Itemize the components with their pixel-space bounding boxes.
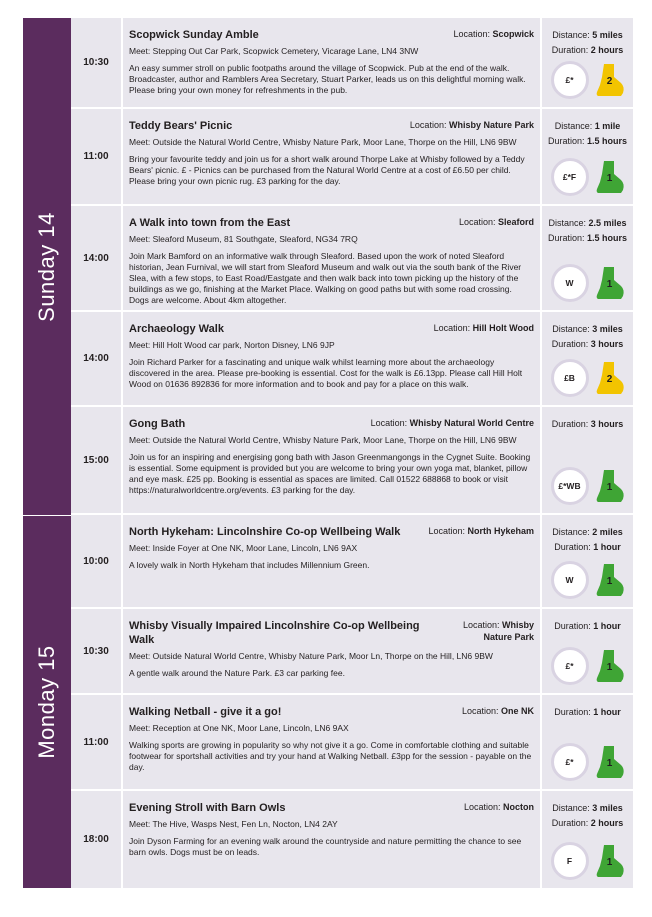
event-distance bbox=[552, 28, 623, 43]
distance-value: 3 miles bbox=[592, 324, 623, 334]
grade-boot-icon bbox=[595, 844, 625, 878]
event-row bbox=[71, 312, 633, 407]
grade-number: 1 bbox=[606, 758, 613, 769]
distance-value: 2 miles bbox=[592, 527, 623, 537]
event-description: Join Dyson Farming for an evening walk around the countryside and nature permitting the chance to see barn owls. Dogs must be on leads. bbox=[129, 836, 522, 857]
grade-boot-icon bbox=[595, 745, 625, 779]
event-badges bbox=[551, 842, 625, 880]
event-badges bbox=[551, 61, 625, 99]
location-value: Scopwick bbox=[492, 29, 534, 39]
event-row bbox=[71, 791, 633, 888]
grade-boot-icon bbox=[595, 469, 625, 503]
event-header bbox=[129, 619, 534, 647]
location-value: North Hykeham bbox=[467, 526, 534, 536]
distance-label: Distance: bbox=[554, 121, 593, 131]
event-description: Join Mark Bamford on an informative walk through Sleaford. Based upon the work of noted Sleaford historian, Jean Furnival, we will start from Sleaford Museum and walk out via the south bank of the River Slea, with a few stops, to East Road/Eastgate and then walk back into town picking up the history of the buildings as we go, finishing at the Market Place. Walking on good paths but with some road crossing. Dogs are welcome. About 4km altogether. bbox=[129, 251, 522, 305]
location-value: Whisby Natural World Centre bbox=[409, 418, 534, 428]
event-details bbox=[123, 609, 542, 693]
event-duration bbox=[552, 816, 624, 831]
event-duration bbox=[554, 705, 621, 720]
event-title: Whisby Visually Impaired Lincolnshire Co-op Wellbeing Walk bbox=[129, 620, 420, 646]
distance-label: Distance: bbox=[552, 30, 590, 40]
event-list bbox=[71, 18, 633, 515]
event-header bbox=[129, 801, 534, 815]
event-info bbox=[542, 18, 633, 107]
duration-label: Duration: bbox=[554, 621, 591, 631]
location-label: Location: bbox=[370, 418, 408, 428]
event-header bbox=[129, 28, 534, 42]
location-label: Location: bbox=[433, 323, 471, 333]
grade-number: 2 bbox=[606, 374, 613, 385]
event-row bbox=[71, 609, 633, 695]
event-badges bbox=[551, 647, 625, 685]
event-row bbox=[71, 515, 633, 609]
duration-label: Duration: bbox=[554, 542, 591, 552]
event-header bbox=[129, 705, 534, 719]
event-list bbox=[71, 515, 633, 888]
event-header bbox=[129, 216, 534, 230]
location-value: Hill Holt Wood bbox=[472, 323, 534, 333]
event-location bbox=[428, 525, 534, 537]
event-title: Teddy Bears' Picnic bbox=[129, 120, 233, 132]
event-badges bbox=[551, 561, 625, 599]
day-tab bbox=[23, 515, 71, 888]
grade-number: 1 bbox=[606, 279, 613, 290]
facility-code-badge: £B bbox=[551, 359, 589, 397]
distance-label: Distance: bbox=[548, 218, 586, 228]
event-duration bbox=[554, 619, 621, 634]
distance-label: Distance: bbox=[552, 527, 590, 537]
event-row bbox=[71, 407, 633, 515]
location-value: Sleaford bbox=[497, 217, 534, 227]
location-value: One NK bbox=[500, 706, 534, 716]
event-description: An easy summer stroll on public footpaths around the village of Scopwick. Pub at the end of the walk. Broadcaster, author and Ramblers Area Secretary, Stuart Parker, leads us on this delightful morning walk. Please bring your own money for refreshments in the pub. bbox=[129, 63, 526, 95]
walks-schedule bbox=[23, 18, 633, 888]
distance-value: 1 mile bbox=[594, 121, 621, 131]
duration-value: 2 hours bbox=[590, 45, 624, 55]
event-duration bbox=[548, 231, 627, 246]
duration-label: Duration: bbox=[547, 233, 585, 243]
event-meeting-point: Meet: Outside the Natural World Centre, Whisby Nature Park, Moor Lane, Thorpe on the Hill, LN6 9BW bbox=[129, 435, 517, 445]
grade-boot-icon bbox=[595, 63, 625, 97]
event-location bbox=[410, 119, 534, 131]
event-title: Walking Netball - give it a go! bbox=[129, 706, 282, 718]
event-description: Join us for an inspiring and energising gong bath with Jason Greenmangongs in the Cygnet Suite. Booking is essential. Some equipment is provided but you are welcome to bring your own yoga mat, blanket, pillow and eye mask. £25 pp. Booking is essential as spaces are limited. Call 01522 688868 to book or visit https://naturalworldcentre.org/events. £3 parking for the day. bbox=[129, 452, 531, 495]
event-duration bbox=[548, 134, 627, 149]
event-time: 11:00 bbox=[71, 695, 123, 789]
event-details bbox=[123, 791, 542, 888]
duration-label: Duration: bbox=[551, 419, 589, 429]
distance-label: Distance: bbox=[552, 803, 590, 813]
event-badges bbox=[551, 264, 625, 302]
event-distance bbox=[548, 216, 626, 231]
location-value: Whisby Nature Park bbox=[483, 620, 534, 642]
event-badges bbox=[551, 467, 625, 505]
day-label: Monday 15 bbox=[34, 645, 59, 759]
event-details bbox=[123, 206, 542, 310]
day-tab bbox=[23, 18, 71, 515]
event-details bbox=[123, 18, 542, 107]
event-meeting-point: Meet: Stepping Out Car Park, Scopwick Cemetery, Vicarage Lane, LN4 3NW bbox=[129, 46, 419, 56]
event-header bbox=[129, 119, 534, 133]
grade-number: 1 bbox=[606, 173, 613, 184]
event-row bbox=[71, 206, 633, 312]
grade-number: 1 bbox=[606, 662, 613, 673]
event-duration bbox=[552, 417, 624, 432]
duration-value: 1.5 hours bbox=[587, 233, 628, 243]
event-meeting-point: Meet: Inside Foyer at One NK, Moor Lane, Lincoln, LN6 9AX bbox=[129, 543, 358, 553]
event-location bbox=[446, 619, 534, 643]
facility-code-badge: £* bbox=[551, 743, 589, 781]
event-duration bbox=[552, 337, 624, 352]
distance-label: Distance: bbox=[552, 324, 590, 334]
event-info bbox=[542, 609, 633, 693]
event-location bbox=[459, 216, 534, 228]
event-meeting-point: Meet: Sleaford Museum, 81 Southgate, Sleaford, NG34 7RQ bbox=[129, 234, 358, 244]
facility-code-badge: £*F bbox=[551, 158, 589, 196]
event-info bbox=[542, 407, 633, 513]
event-info bbox=[542, 109, 633, 204]
event-header bbox=[129, 417, 534, 431]
event-time: 15:00 bbox=[71, 407, 123, 513]
event-title: Archaeology Walk bbox=[129, 323, 224, 335]
location-label: Location: bbox=[458, 217, 496, 227]
distance-value: 5 miles bbox=[592, 30, 623, 40]
duration-value: 1 hour bbox=[593, 621, 621, 631]
grade-boot-icon bbox=[595, 563, 625, 597]
event-badges bbox=[551, 359, 625, 397]
location-label: Location: bbox=[462, 620, 500, 630]
event-info bbox=[542, 791, 633, 888]
event-location bbox=[371, 417, 534, 429]
event-title: Evening Stroll with Barn Owls bbox=[129, 802, 286, 814]
facility-code-badge: F bbox=[551, 842, 589, 880]
event-description: Join Richard Parker for a fascinating and unique walk whilst learning more about the archaeology discovered in the area. Please pre-booking is essential. Cost for the walk is £6.13pp. Please call Hill Holt Wood on 01636 892836 for more information and to book and pay for a place on this walk. bbox=[129, 357, 523, 389]
event-distance bbox=[555, 119, 621, 134]
event-description: Bring your favourite teddy and join us for a short walk around Thorpe Lake at Whisby followed by a Teddy Bears' picnic. £ - Picnics can be purchased from the Natural World Centre at a cost of £6.50 per child. Please bring your own picnic rug. £3 parking for the day. bbox=[129, 154, 525, 186]
event-time: 10:00 bbox=[71, 515, 123, 607]
duration-value: 1 hour bbox=[593, 707, 621, 717]
event-distance bbox=[552, 525, 623, 540]
duration-label: Duration: bbox=[554, 707, 591, 717]
duration-value: 3 hours bbox=[590, 339, 624, 349]
duration-value: 1.5 hours bbox=[587, 136, 628, 146]
duration-value: 2 hours bbox=[590, 818, 624, 828]
duration-label: Duration: bbox=[547, 136, 585, 146]
event-info bbox=[542, 695, 633, 789]
event-row bbox=[71, 18, 633, 109]
event-badges bbox=[551, 158, 625, 196]
event-details bbox=[123, 312, 542, 405]
event-location bbox=[464, 801, 534, 813]
event-time: 11:00 bbox=[71, 109, 123, 204]
event-time: 14:00 bbox=[71, 206, 123, 310]
event-title: A Walk into town from the East bbox=[129, 217, 291, 229]
event-info bbox=[542, 515, 633, 607]
event-duration bbox=[554, 540, 621, 555]
event-time: 14:00 bbox=[71, 312, 123, 405]
location-label: Location: bbox=[461, 706, 499, 716]
duration-label: Duration: bbox=[551, 45, 589, 55]
event-meeting-point: Meet: The Hive, Wasps Nest, Fen Ln, Nocton, LN4 2AY bbox=[129, 819, 338, 829]
event-time: 10:30 bbox=[71, 18, 123, 107]
event-title: Scopwick Sunday Amble bbox=[129, 29, 259, 41]
event-location bbox=[453, 28, 534, 40]
distance-value: 3 miles bbox=[592, 803, 623, 813]
event-info bbox=[542, 206, 633, 310]
day-section bbox=[23, 18, 633, 515]
duration-label: Duration: bbox=[551, 818, 589, 828]
location-label: Location: bbox=[428, 526, 465, 536]
event-time: 18:00 bbox=[71, 791, 123, 888]
day-label: Sunday 14 bbox=[34, 211, 59, 322]
facility-code-badge: £*WB bbox=[551, 467, 589, 505]
grade-boot-icon bbox=[595, 649, 625, 683]
event-info bbox=[542, 312, 633, 405]
duration-label: Duration: bbox=[551, 339, 589, 349]
event-row bbox=[71, 695, 633, 791]
event-distance bbox=[552, 322, 623, 337]
day-section bbox=[23, 515, 633, 888]
event-meeting-point: Meet: Reception at One NK, Moor Lane, Lincoln, LN6 9AX bbox=[129, 723, 349, 733]
facility-code-badge: £* bbox=[551, 647, 589, 685]
facility-code-badge: W bbox=[551, 561, 589, 599]
event-details bbox=[123, 695, 542, 789]
event-location bbox=[434, 322, 534, 334]
grade-number: 1 bbox=[606, 576, 613, 587]
event-meeting-point: Meet: Outside Natural World Centre, Whisby Nature Park, Moor Ln, Thorpe on the Hill, LN6 9BW bbox=[129, 651, 493, 661]
duration-value: 1 hour bbox=[593, 542, 621, 552]
grade-boot-icon bbox=[595, 160, 625, 194]
event-distance bbox=[552, 801, 623, 816]
event-header bbox=[129, 525, 534, 539]
event-duration bbox=[552, 43, 624, 58]
event-description: Walking sports are growing in popularity so why not give it a go. Come in comfortable clothing and suitable footwear for sportshall activities and try your hand at Walking Netball. £3pp for the session - payable on the day. bbox=[129, 740, 532, 772]
grade-boot-icon bbox=[595, 361, 625, 395]
event-meeting-point: Meet: Outside the Natural World Centre, Whisby Nature Park, Moor Lane, Thorpe on the Hill, LN6 9BW bbox=[129, 137, 517, 147]
event-details bbox=[123, 407, 542, 513]
location-value: Whisby Nature Park bbox=[448, 120, 534, 130]
event-title: Gong Bath bbox=[129, 418, 186, 430]
event-details bbox=[123, 515, 542, 607]
event-row bbox=[71, 109, 633, 206]
grade-number: 1 bbox=[606, 482, 613, 493]
event-location bbox=[462, 705, 534, 717]
event-title: North Hykeham: Lincolnshire Co-op Wellbeing Walk bbox=[129, 526, 401, 538]
event-description: A gentle walk around the Nature Park. £3 car parking fee. bbox=[129, 668, 345, 678]
event-meeting-point: Meet: Hill Holt Wood car park, Norton Disney, LN6 9JP bbox=[129, 340, 335, 350]
duration-value: 3 hours bbox=[590, 419, 624, 429]
grade-number: 1 bbox=[606, 857, 613, 868]
event-badges bbox=[551, 743, 625, 781]
grade-number: 2 bbox=[606, 76, 613, 87]
facility-code-badge: £* bbox=[551, 61, 589, 99]
location-label: Location: bbox=[453, 29, 490, 39]
event-time: 10:30 bbox=[71, 609, 123, 693]
event-description: A lovely walk in North Hykeham that includes Millennium Green. bbox=[129, 560, 370, 570]
event-details bbox=[123, 109, 542, 204]
location-label: Location: bbox=[463, 802, 501, 812]
facility-code-badge: W bbox=[551, 264, 589, 302]
distance-value: 2.5 miles bbox=[588, 218, 627, 228]
grade-boot-icon bbox=[595, 266, 625, 300]
location-value: Nocton bbox=[503, 802, 534, 812]
location-label: Location: bbox=[409, 120, 447, 130]
event-header bbox=[129, 322, 534, 336]
